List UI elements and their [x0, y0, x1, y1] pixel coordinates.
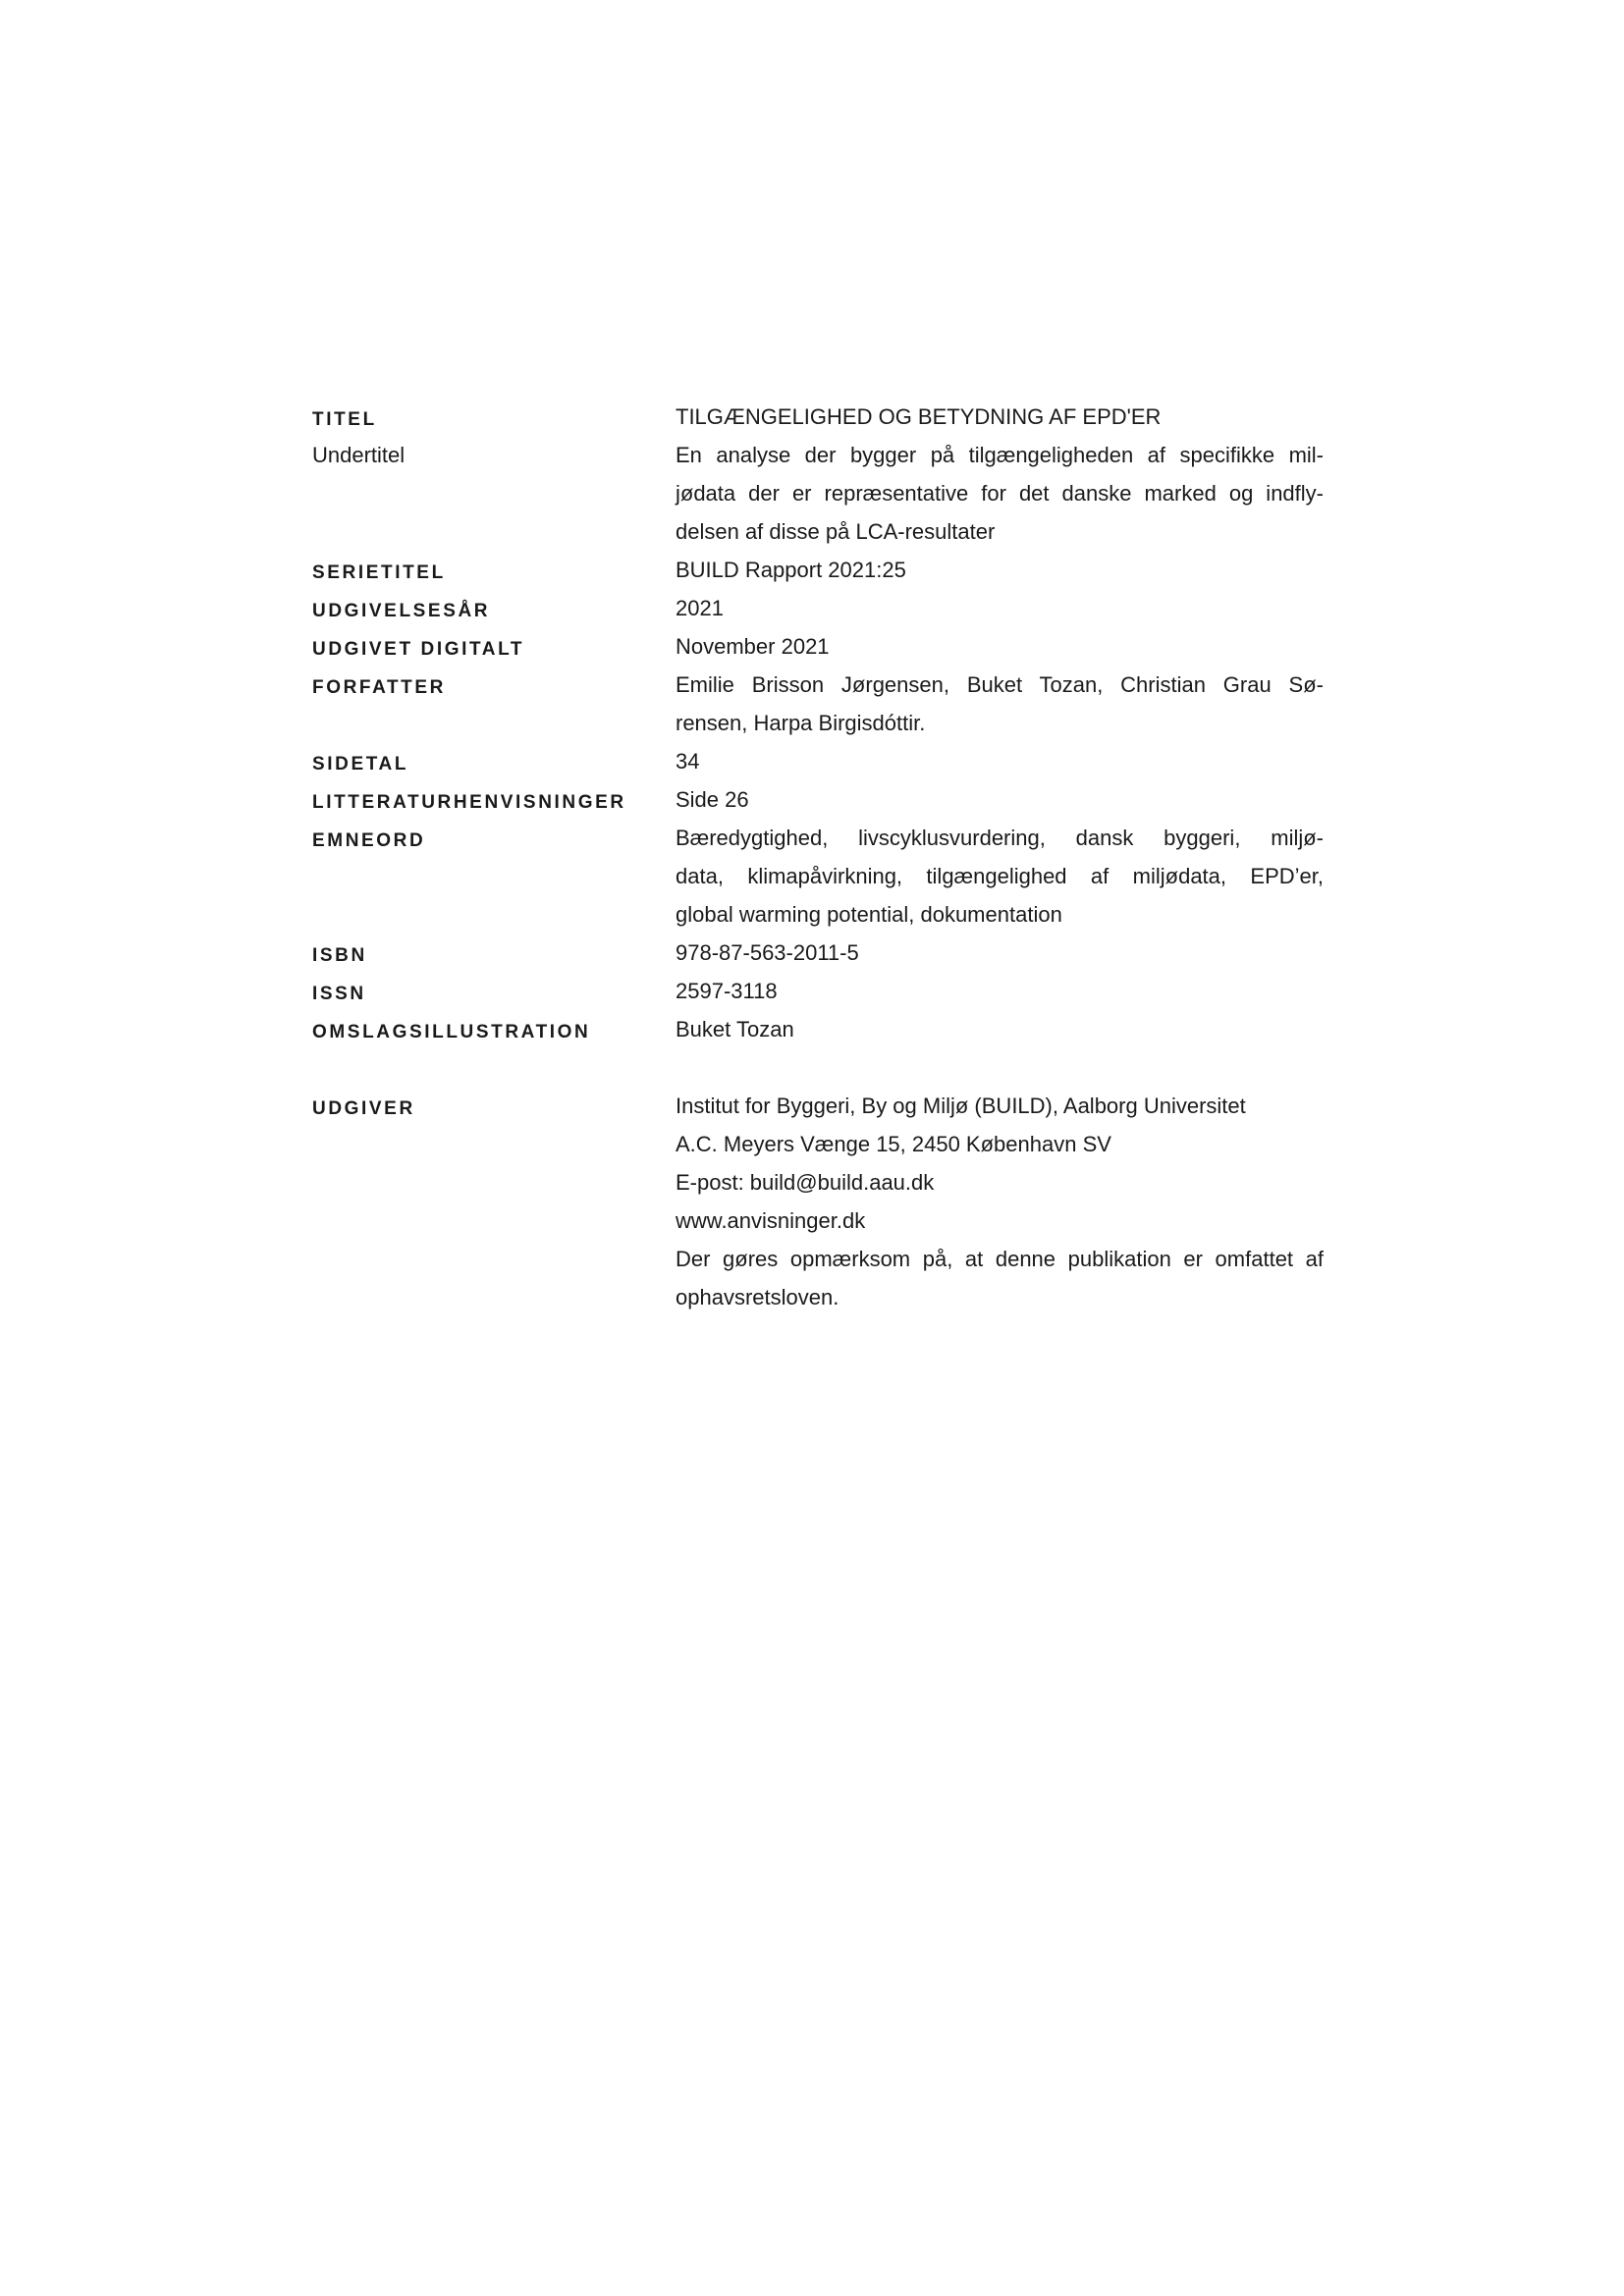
- row-emneord: [312, 819, 1324, 934]
- value-titel: [676, 398, 1324, 436]
- label-issn: ISSN: [312, 984, 366, 1004]
- value-omslagsillustration: [676, 1010, 1324, 1048]
- value-forfatter: [676, 666, 1324, 742]
- value-line: ophavsretsloven.: [676, 1285, 839, 1309]
- value-line: November 2021: [676, 634, 830, 659]
- value-udgivelsesaar: [676, 589, 1324, 627]
- value-udgivet-digitalt: [676, 627, 1324, 666]
- value-line: Institut for Byggeri, By og Miljø (BUILD), Aalborg Universitet: [676, 1094, 1246, 1118]
- value-line: En analyse der bygger på tilgængeligheden af specifikke mil-: [676, 443, 1324, 467]
- value-line: jødata der er repræsentative for det danske marked og indfly-: [676, 481, 1324, 506]
- value-line: data, klimapåvirkning, tilgængelighed af miljødata, EPD’er,: [676, 864, 1324, 888]
- label-sidetal: SIDETAL: [312, 754, 409, 774]
- value-line: global warming potential, dokumentation: [676, 902, 1062, 927]
- value-undertitel: [676, 436, 1324, 551]
- label-udgiver: UDGIVER: [312, 1098, 415, 1119]
- label-serietitel: SERIETITEL: [312, 562, 446, 583]
- value-litteraturhenvisninger: [676, 780, 1324, 819]
- value-line: Side 26: [676, 787, 749, 812]
- row-udgivelsesaar: [312, 589, 1324, 627]
- value-udgiver: [676, 1087, 1324, 1316]
- value-line: 34: [676, 749, 700, 774]
- value-emneord: [676, 819, 1324, 934]
- value-line: Buket Tozan: [676, 1017, 794, 1041]
- row-udgiver: [312, 1087, 1324, 1316]
- value-line: Emilie Brisson Jørgensen, Buket Tozan, Christian Grau Sø-: [676, 672, 1324, 697]
- value-line: BUILD Rapport 2021:25: [676, 558, 906, 582]
- row-omslagsillustration: [312, 1010, 1324, 1048]
- colophon: [312, 398, 1324, 1316]
- label-litteraturhenvisninger: LITTERATURHENVISNINGER: [312, 792, 626, 813]
- row-sidetal: [312, 742, 1324, 780]
- value-line: Bæredygtighed, livscyklusvurdering, dansk byggeri, miljø-: [676, 826, 1324, 850]
- label-omslagsillustration: OMSLAGSILLUSTRATION: [312, 1022, 591, 1042]
- label-isbn: ISBN: [312, 945, 367, 966]
- label-udgivet-digitalt: UDGIVET DIGITALT: [312, 639, 525, 660]
- value-line: rensen, Harpa Birgisdóttir.: [676, 711, 926, 735]
- value-issn: [676, 972, 1324, 1010]
- value-line: TILGÆNGELIGHED OG BETYDNING AF EPD'ER: [676, 404, 1162, 429]
- value-serietitel: [676, 551, 1324, 589]
- value-line: A.C. Meyers Vænge 15, 2450 København SV: [676, 1132, 1111, 1156]
- value-line: delsen af disse på LCA-resultater: [676, 519, 996, 544]
- label-emneord: EMNEORD: [312, 830, 426, 851]
- value-line: E-post: build@build.aau.dk: [676, 1170, 935, 1195]
- value-isbn: [676, 934, 1324, 972]
- label-forfatter: FORFATTER: [312, 677, 446, 698]
- row-forfatter: [312, 666, 1324, 742]
- value-line: 978-87-563-2011-5: [676, 940, 859, 965]
- row-udgivet-digitalt: [312, 627, 1324, 666]
- value-line: Der gøres opmærksom på, at denne publikation er omfattet af: [676, 1247, 1324, 1271]
- value-line: 2597-3118: [676, 979, 778, 1003]
- value-sidetal: [676, 742, 1324, 780]
- row-litteraturhenvisninger: [312, 780, 1324, 819]
- label-titel: TITEL: [312, 409, 377, 430]
- row-undertitel: [312, 436, 1324, 551]
- label-undertitel: Undertitel: [312, 443, 406, 467]
- label-udgivelsesaar: UDGIVELSESÅR: [312, 601, 491, 621]
- value-line: www.anvisninger.dk: [676, 1208, 866, 1233]
- row-isbn: [312, 934, 1324, 972]
- row-serietitel: [312, 551, 1324, 589]
- value-line: 2021: [676, 596, 724, 620]
- row-titel: [312, 398, 1324, 436]
- row-issn: [312, 972, 1324, 1010]
